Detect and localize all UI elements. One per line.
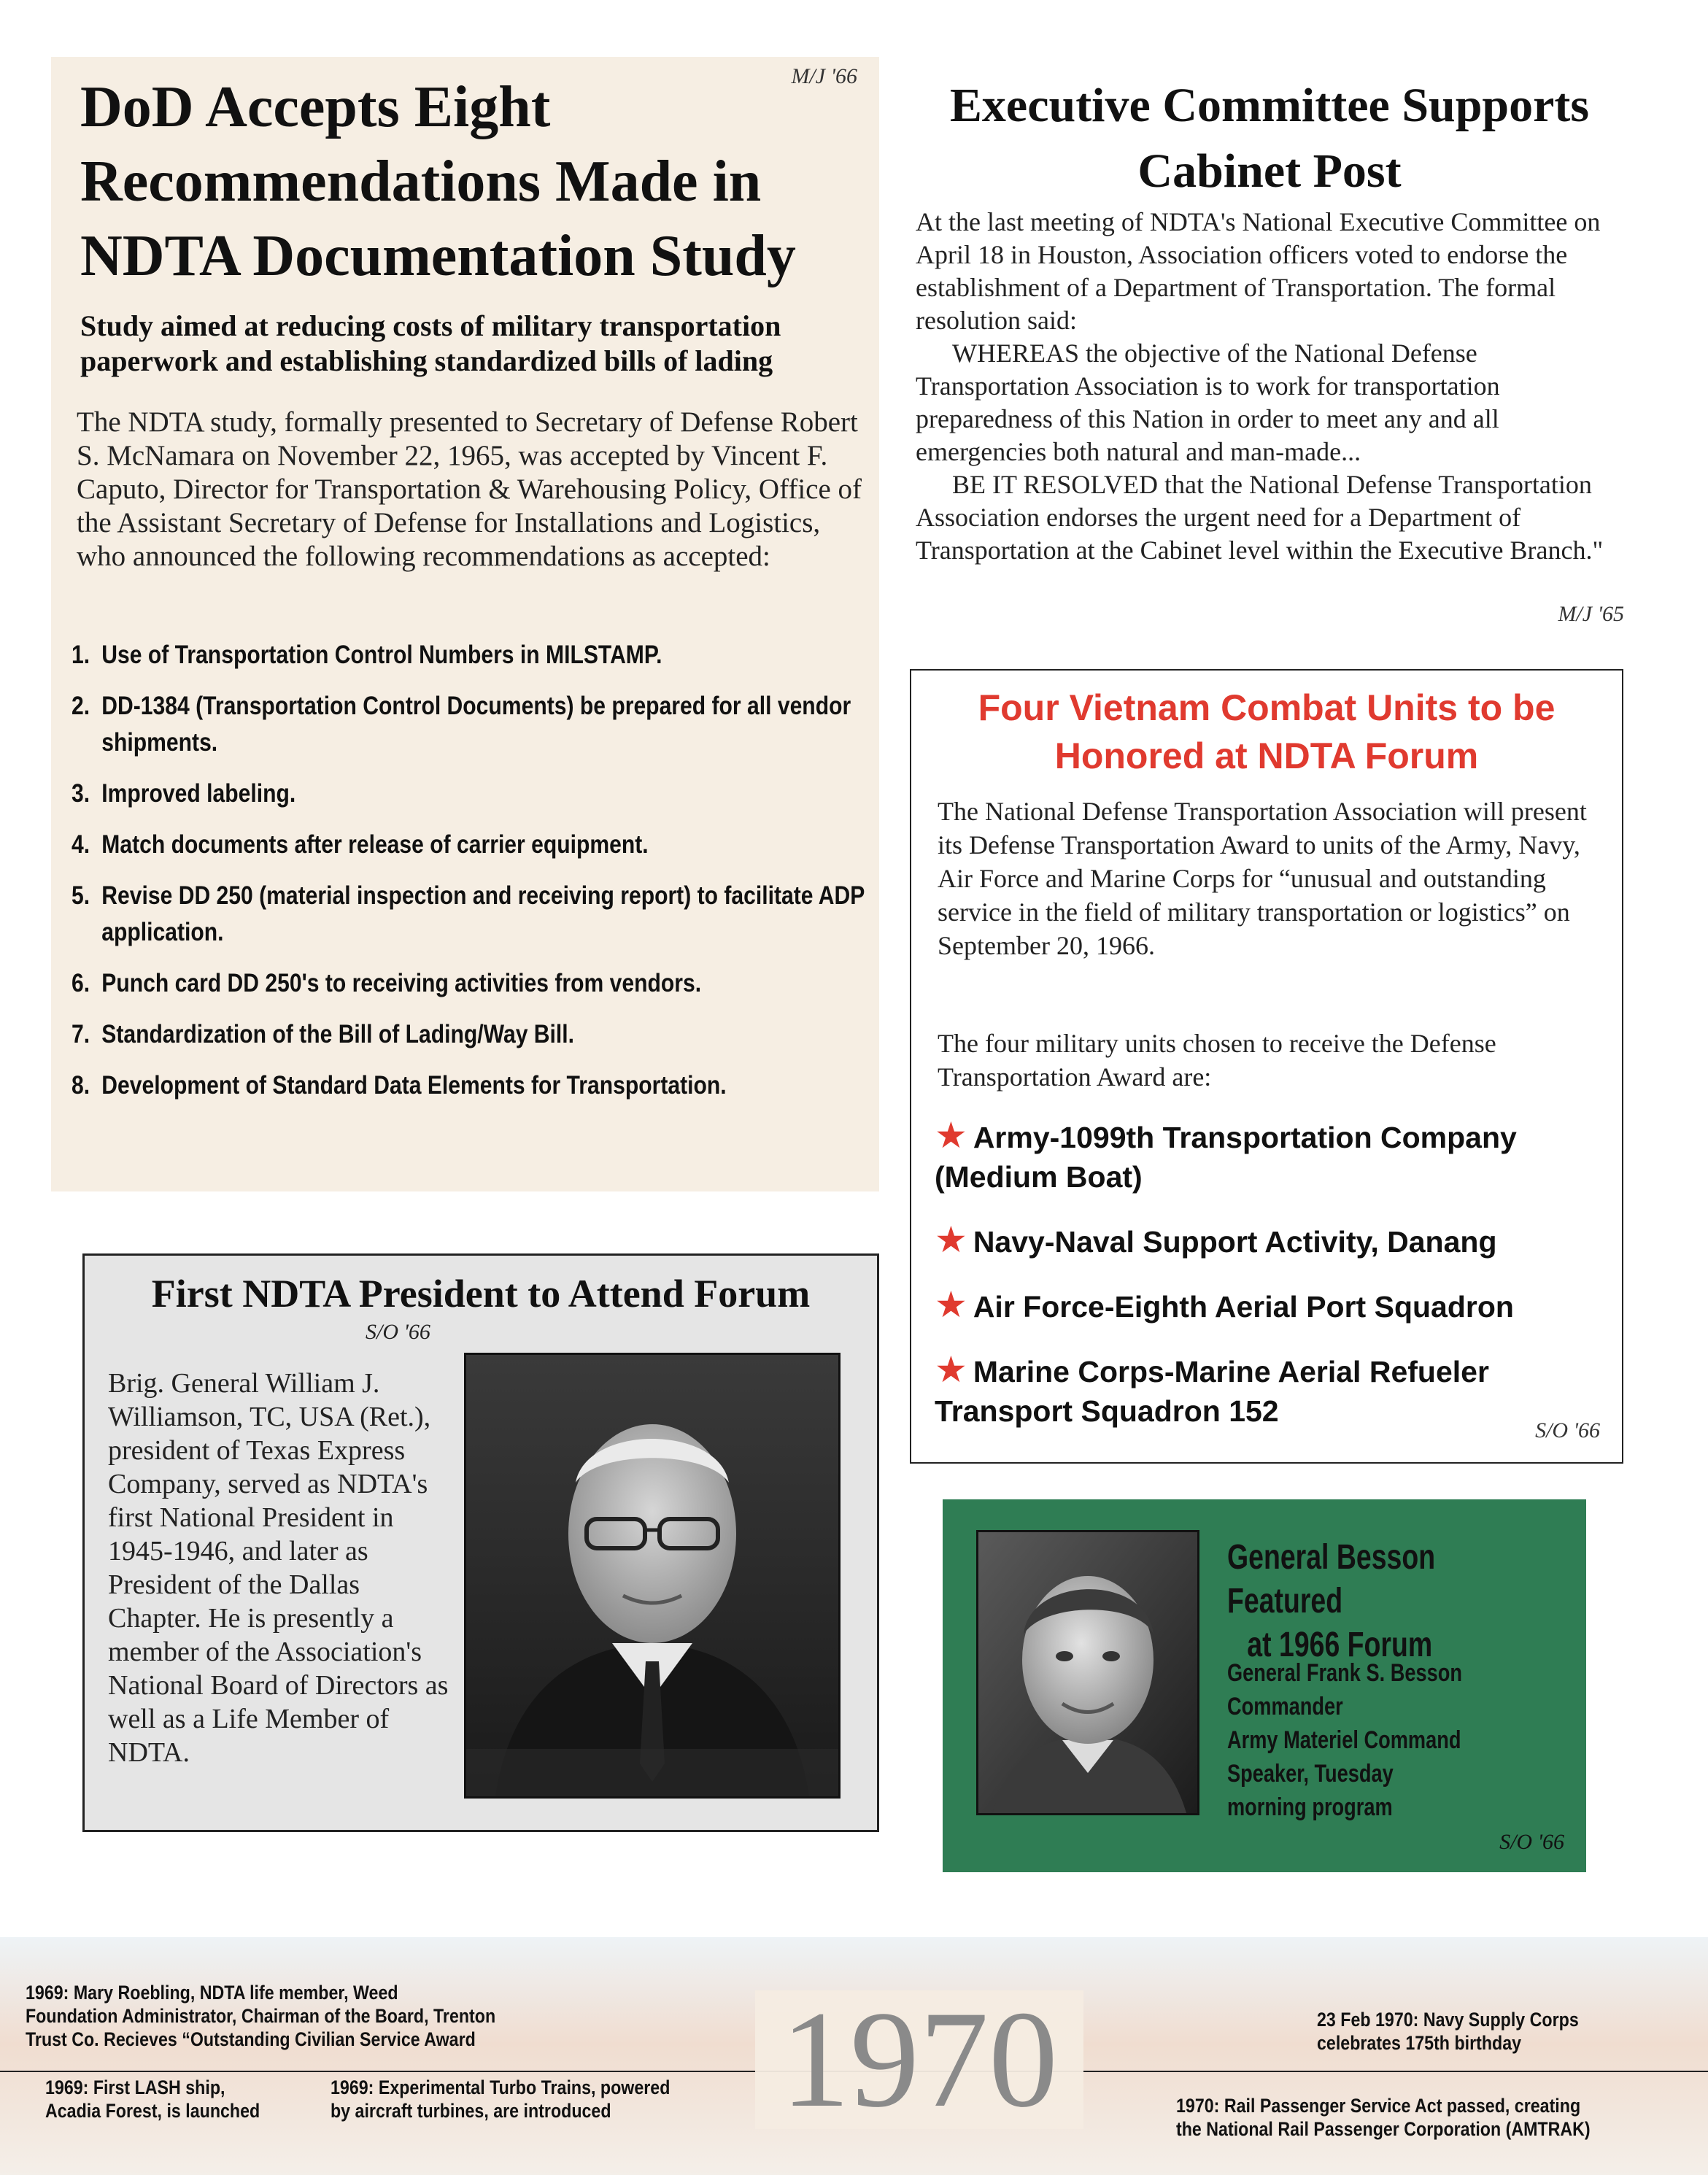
- recommendation-item: 5. Revise DD 250 (material inspection and receiving report) to facilitate ADP application.: [72, 881, 865, 946]
- exec-body-text: [916, 206, 1631, 567]
- exec-whereas-paragraph: WHEREAS the objective of the National Defense Transportation Association is to work for transportation preparedness of this Nation in order to meet any and all emergencies both natural and man-made...: [916, 339, 1500, 466]
- exec-resolved-paragraph: BE IT RESOLVED that the National Defense Transportation Association endorses the urgent need for a Department of Transportation at the Cabinet level within the Executive Branch.": [916, 470, 1604, 565]
- recommendation-item: 8. Development of Standard Data Elements for Transportation.: [72, 1071, 727, 1100]
- award-unit-item: ★ Air Force-Eighth Aerial Port Squadron: [935, 1284, 1514, 1325]
- recommendation-item: 4. Match documents after release of carrier equipment.: [72, 830, 649, 859]
- recommendation-item: 7. Standardization of the Bill of Lading/Way Bill.: [72, 1020, 574, 1048]
- besson-portrait-photo: [976, 1530, 1199, 1815]
- timeline-event-lash-ship: 1969: First LASH ship, Acadia Forest, is launched: [45, 2077, 260, 2122]
- exec-paragraph: At the last meeting of NDTA's National Executive Committee on April 18 in Houston, Association officers voted to endorse the establishment of a Department of Transportation. The formal resolution said:: [916, 207, 1601, 335]
- vietnam-headline: Four Vietnam Combat Units to be Honored at NDTA Forum: [978, 687, 1556, 776]
- star-icon: ★: [935, 1284, 967, 1325]
- besson-feature-box: [943, 1499, 1586, 1872]
- exec-issue-date: M/J '65: [1558, 602, 1624, 626]
- award-units-list: [935, 1116, 1613, 1454]
- vietnam-body-text: The National Defense Transportation Association will present its Defense Transportation Award to units of the Army, Navy, Air Force and Marine Corps for “unusual and outstanding service in the field of military transportation or logistics” on September 20, 1966.: [938, 797, 1587, 960]
- besson-caption: General Frank S. Besson Commander Army Materiel Command Speaker, Tuesday morning program: [1227, 1659, 1462, 1821]
- dod-issue-date: M/J '66: [791, 64, 857, 88]
- dod-subheadline: Study aimed at reducing costs of military transportation paperwork and establishing standardized bills of lading: [80, 309, 781, 377]
- recommendation-item: 3. Improved labeling.: [72, 779, 296, 808]
- williamson-portrait-photo: [464, 1353, 841, 1799]
- besson-issue-date: S/O '66: [1499, 1830, 1564, 1854]
- recommendation-item: 1. Use of Transportation Control Numbers in MILSTAMP.: [72, 641, 662, 669]
- award-unit-item: ★ Navy-Naval Support Activity, Danang: [935, 1219, 1497, 1260]
- vietnam-issue-date: S/O '66: [1535, 1418, 1600, 1442]
- award-unit-item: ★ Marine Corps-Marine Aerial Refueler Transport Squadron 152: [935, 1349, 1489, 1428]
- dod-headline: DoD Accepts Eight Recommendations Made in NDTA Documentation Study: [80, 75, 796, 288]
- star-icon: ★: [935, 1349, 967, 1390]
- star-icon: ★: [935, 1115, 967, 1156]
- president-body-text: Brig. General William J. Williamson, TC, USA (Ret.), president of Texas Express Company, served as NDTA's first National President in 1945-1946, and later as President of the Dallas Chapter. He is presently a member of the Association's National Board of Directors as well as a Life Member of NDTA.: [108, 1368, 449, 1768]
- timeline-event-turbo-trains: 1969: Experimental Turbo Trains, powered by aircraft turbines, are introduced: [331, 2077, 671, 2122]
- recommendation-item: 2. DD-1384 (Transportation Control Documents) be prepared for all vendor shipments.: [72, 692, 851, 757]
- dod-body-text: The NDTA study, formally presented to Secretary of Defense Robert S. McNamara on November 22, 1965, was accepted by Vincent F. Caputo, Director for Transportation & Warehousing Policy, Office of the Assistant Secretary of Defense for Installations and Logistics, who announced the following recommendations as accepted:: [77, 406, 862, 572]
- president-headline: First NDTA President to Attend Forum: [151, 1272, 811, 1316]
- besson-headline: General Besson Featured at 1966 Forum: [1227, 1538, 1436, 1664]
- vietnam-units-box: [910, 669, 1623, 1464]
- vietnam-intro-text: The four military units chosen to receive the Defense Transportation Award are:: [938, 1029, 1496, 1092]
- recommendations-list: [72, 637, 865, 1119]
- timeline-event-roebling: 1969: Mary Roebling, NDTA life member, Weed Foundation Administrator, Chairman of the Board, Trenton Trust Co. Recieves “Outstanding Civilian Service Award: [26, 1982, 496, 2050]
- timeline-event-navy-supply: 23 Feb 1970: Navy Supply Corps celebrates 175th birthday: [1317, 2009, 1579, 2054]
- award-unit-item: ★ Army-1099th Transportation Company (Medium Boat): [935, 1115, 1517, 1194]
- president-issue-date: S/O '66: [366, 1320, 430, 1344]
- star-icon: ★: [935, 1219, 967, 1260]
- dod-article-box: [51, 57, 879, 1191]
- recommendation-item: 6. Punch card DD 250's to receiving activities from vendors.: [72, 969, 702, 997]
- first-president-box: [82, 1253, 879, 1832]
- exec-headline: Executive Committee Supports Cabinet Post: [949, 79, 1590, 198]
- timeline-year: 1970: [755, 1990, 1083, 2129]
- timeline-event-amtrak: 1970: Rail Passenger Service Act passed, creating the National Rail Passenger Corporation (AMTRAK): [1176, 2095, 1591, 2140]
